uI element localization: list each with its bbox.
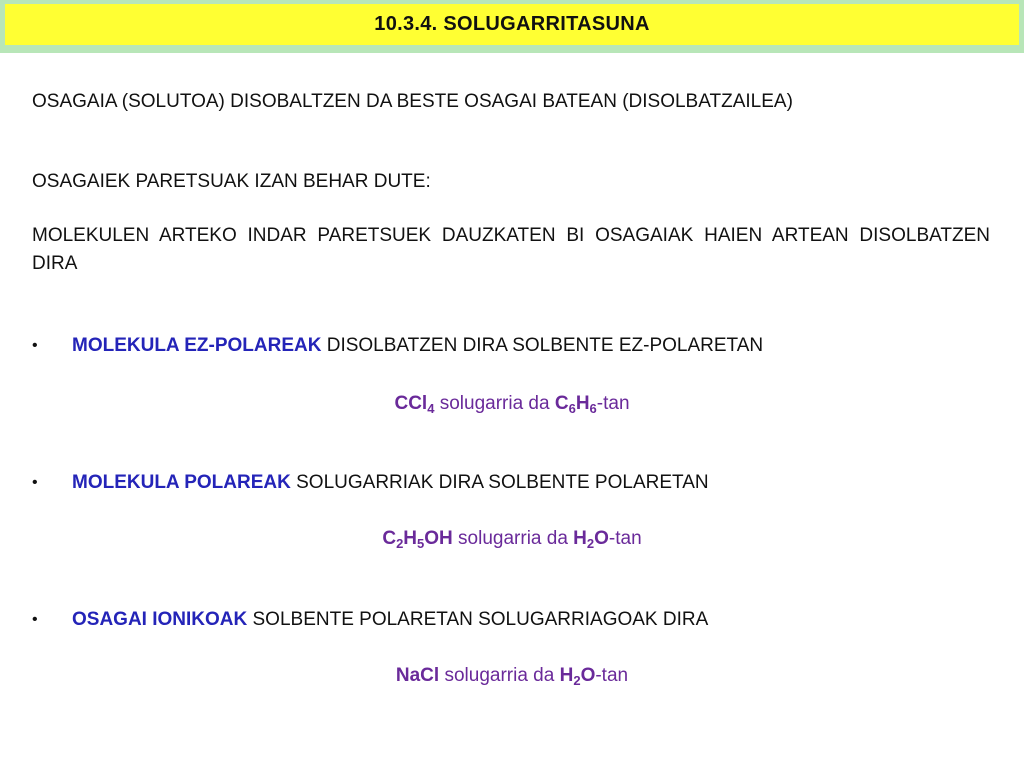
rule-text	[72, 606, 708, 634]
bullet-icon: •	[32, 611, 38, 628]
example-middle: solugarria da	[439, 665, 560, 686]
example-nonpolar	[0, 390, 1024, 418]
rule-body: DISOLBATZEN DIRA SOLBENTE EZ-POLARETAN	[321, 335, 764, 356]
example-middle: solugarria da	[434, 393, 555, 414]
example-suffix: -tan	[596, 393, 630, 414]
example-solvent: $H_2O$	[573, 528, 609, 551]
rule-ionic	[32, 606, 990, 634]
example-solute: NaCl	[395, 665, 440, 686]
rule-highlight: OSAGAI IONIKOAK	[72, 609, 248, 630]
requirement-text: OSAGAIEK PARETSUAK IZAN BEHAR DUTE:	[32, 171, 431, 192]
title-frame	[0, 0, 1024, 53]
example-solvent: $H_2O$	[559, 665, 596, 688]
example-suffix: -tan	[595, 665, 629, 686]
example-suffix: -tan	[608, 528, 642, 549]
example-solute: CCl$_4$	[394, 393, 435, 416]
example-solute: $C_2H_5OH$	[382, 528, 453, 551]
rule-text	[72, 469, 709, 497]
example-solvent: $C_6H_6$	[554, 393, 597, 416]
bullet-icon: •	[32, 474, 38, 491]
rule-highlight: MOLEKULA EZ-POLAREAK	[72, 335, 322, 356]
explanation-text: MOLEKULEN ARTEKO INDAR PARETSUEK DAUZKATEN BI OSAGAIAK HAIEN ARTEAN DISOLBATZEN DIRA	[32, 225, 990, 274]
rule-highlight: MOLEKULA POLAREAK	[72, 472, 291, 493]
rule-polar	[32, 469, 990, 497]
example-middle: solugarria da	[452, 528, 574, 549]
bullet-icon: •	[32, 337, 38, 354]
example-ionic	[0, 662, 1024, 690]
slide-title: 10.3.4. SOLUGARRITASUNA	[5, 4, 1019, 45]
rule-body: SOLBENTE POLARETAN SOLUGARRIAGOAK DIRA	[247, 609, 709, 630]
intro-text: OSAGAIA (SOLUTOA) DISOBALTZEN DA BESTE OSAGAI BATEAN (DISOLBATZAILEA)	[32, 91, 793, 112]
example-polar	[0, 525, 1024, 553]
rule-body: SOLUGARRIAK DIRA SOLBENTE POLARETAN	[290, 472, 709, 493]
rule-text	[72, 332, 763, 360]
rule-nonpolar	[32, 332, 990, 360]
